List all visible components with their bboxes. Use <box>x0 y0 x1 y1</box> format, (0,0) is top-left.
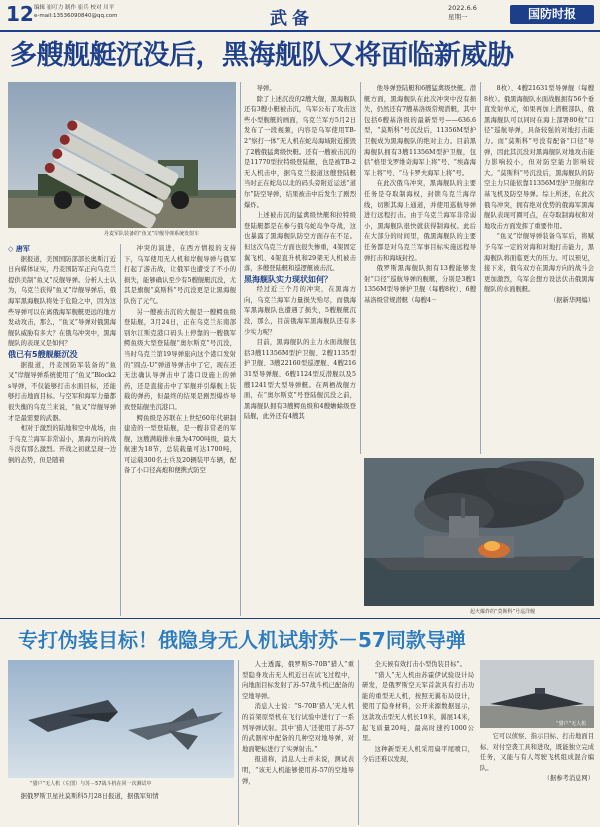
paragraph: 报道称，消息人士并未说，测试表明，“该无人机能够使用苏-57的空地导弹， <box>242 756 354 785</box>
drone-ground-photo <box>480 660 594 728</box>
drone-ground-caption: “猎户”无人机 <box>556 721 587 727</box>
paragraph: 目前，黑海舰队的主力水面战舰包括3艘11356M型护卫舰、2艘1135型护卫舰、3艘22160型巡逻舰、4艘21631型导弹舰、6艘1124型反潜舰以及5艘1241型大型导弹艇。在两栖战舰方面，在“奥尔斯克”号登陆舰沉没之前，黑海舰队拥有3艘鳄鱼级和4艘蟾蜍级登陆舰，此外还有4艘其 <box>244 339 356 421</box>
page-number: 12 <box>6 2 34 26</box>
paragraph: “鱼叉”岸舰导弹装备乌军后，将赋予乌军一定的对海和对地打击能力，黑海舰队将面临更大的压力。可以预见，接下来，俄乌双方在黑海方向的战斗会更加激烈，乌军会想方设法伏击俄黑海舰队的水面舰艇。 <box>484 233 594 294</box>
paragraph: 冲突的演进，在西方情报的支持下，乌军使用无人机和岸舰导弹与俄军打起了游击战，让俄军也遭受了不小的损失，能够确认至少有5艘舰艇沉没，尤其是旗舰“莫斯科”号沉没更是让黑海舰队伤了元气。 <box>124 245 236 305</box>
missile-photo-caption: 丹麦军队装备的“鱼叉”岸舰导弹系统发射车 <box>104 231 200 237</box>
column-divider <box>120 244 121 616</box>
article2-column-4 <box>480 732 594 824</box>
page-header <box>0 0 600 32</box>
article1-column-2 <box>124 244 236 614</box>
paragraph: 8枚）、4艘21631型导弹舰（每艘8枚）。俄黑海舰队水面战舰拥有56个垂直发射单元，如果再加上潜艇部队，俄黑海舰队可以同时在海上部署80枚“口径”巡航导弹，具备较强的对地打击能力。而“莫斯科”号没有配备“口径”导弹，因此其沉没对黑海舰队对地攻击能力影响较小，但对防空能力影响较大。“莫斯科”号沉没后，黑海舰队的防空主力只能依靠11356M型护卫舰和岸基飞机及防空导弹。综上所述，在此次俄乌冲突，拥有绝对优势的俄海军黑海舰队表现可圈可点，在夺取制海权和对地攻击方面发挥了重要作用。 <box>484 85 594 230</box>
paragraph: 导弹。 <box>256 85 276 92</box>
issue-weekday: 星期一 <box>448 13 468 21</box>
paragraph: 在此次俄乌冲突，黑海舰队的主要任务是夺取制海权，封锁乌克兰海岸线，切断其海上通道，并使用巡航导弹进行远程打击。由于乌克兰海军非常弱小，黑海舰队很快就获得制海权。此后在大部分的时间里，俄黑海舰队的主要任务都是对乌克兰军事目标实施远程导弹打击和海域封控。 <box>364 180 476 262</box>
article1-column-5 <box>484 84 594 454</box>
paragraph: 除了上述沉没的2艘大舰，黑海舰队还有3艘小艇被击沉，乌军公布了攻击这些小型舰艇的画面，乌克兰军方5月2日发布了一段视频，内容是乌军使用TB-2“察打一体”无人机在蛇岛海域附近摧毁了2艘俄猛禽级快艇。还有一艘被击沉的是11770型拉特级登陆艇，也是被TB-2无人机击中，据乌克兰报道这艘登陆艇当时正在蛇岛以北的码头旁附近运送“道尔”防空导弹，结果被击中后发生了剧烈爆炸。 <box>244 95 356 209</box>
article2-column-3 <box>362 660 474 825</box>
moskva-photo-caption: 起火爆炸的“莫斯科”号巡洋舰 <box>470 609 536 615</box>
subheading-sunk-ships: 俄已有5艘舰艇沉没 <box>8 349 78 359</box>
paragraph: 据报道，丹麦国防军装备的“鱼叉”岸舰导弹系统使用了“鱼叉”Block2s导弹，不仅能够打击水面目标，还能够打击地面目标。与空军和海军力量都很失衡的乌克兰来说，“鱼叉”岸舰导弹才是最需要的武器。 <box>8 361 116 422</box>
missile-launcher-image <box>8 82 236 228</box>
paragraph: 另一艘被击沉的大舰是一艘鳄鱼级登陆舰，3月24日，正在乌克兰东南部别尔江斯克港口码头上停靠的一艘俄军鳄鱼级大型登陆舰“奥尔斯克”号沉没，当时乌克兰第19导弹旅向这个港口发射的“圆点-U”弹道导弹击中了它，现在还无法确认导弹击中了港口设施上的弹药，还是直接击中了军舰并引爆舰上装载的弹药，但最终的结果是剧烈爆炸导致登陆舰坐沉港口。 <box>124 308 236 411</box>
drone-headline: 专打伪装目标！俄隐身无人机试射苏－57同款导弹 <box>18 628 466 652</box>
paragraph: 消息人士说：“S-70B‘猎人’无人机的首架原型机在飞行试验中进行了一系列导弹试射。其中‘猎人’还使用了苏-57的武器库中配备的几种空对地导弹，对地面靶标进行了实弹射击。” <box>242 703 354 753</box>
article1-column-1 <box>8 244 116 614</box>
issue-date-value: 2022.6.6 <box>448 4 477 12</box>
main-headline: 多艘舰艇沉没后，黑海舰队又将面临新威胁 <box>10 40 514 71</box>
paragraph: 相对于激烈的陆地和空中战场，由于乌克兰海军非常弱小，黑海方向的战斗没有那么激烈。开战之初就呈现一边倒的态势，但是随着 <box>8 425 116 464</box>
paragraph: 经过近三个月的冲突，在黑海方向，乌克兰海军力量损失殆尽，而俄海军黑海舰队也遭遇了损失，5艘舰艇沉没，那么，目前俄海军黑海舰队还有多少实力呢？ <box>244 286 356 336</box>
moskva-cruiser-photo <box>364 458 594 606</box>
subheading-fleet-status: 黑海舰队实力现状如何？ <box>244 274 332 284</box>
paragraph: 上述被击沉的猛禽级快艇和拉特级登陆艇都是在参与俄乌蛇岛争夺战，这也暴露了黑海舰队防空方面存在不足。但这次乌克兰方面也很失惨重，4架固定翼飞机、4架直升机和29架无人机被击落，多艘登陆艇和巡逻艇被击沉。 <box>244 212 356 273</box>
editor-email: e-mail:13536090840@qq.com <box>34 13 118 19</box>
drone-jet-caption: “猎户”无人机（左图）与苏－57战斗机在同一次测试中 <box>30 781 152 787</box>
article1-byline: ◇ 唐军 <box>8 245 30 253</box>
paragraph: 俄罗斯黑海舰队拥有13艘能够发射“口径”巡航导弹的舰艇，分别是3艘11356M型导弹护卫舰（每艘8枚）、6艘基洛级常规潜艇（每艘4－ <box>364 265 476 304</box>
paragraph: 据俄罗斯卫星社莫斯科5月28日报道，据俄军知情 <box>20 793 159 800</box>
column-divider <box>238 660 239 825</box>
column-divider <box>360 82 361 454</box>
paragraph: 全天候有效打击小型伪装目标”。 <box>374 661 466 668</box>
article2-column-1 <box>8 792 234 824</box>
article1-column-3 <box>244 84 356 614</box>
editor-names: 编辑 崔叮力 制作 崔兵 校对 川平 <box>34 5 115 11</box>
section-divider <box>0 618 600 619</box>
paragraph: 它可以侦察、指示目标、打击地面目标、对付空袭工具和进攻，既能独立完成任务，又能与有人驾驶飞机组成混合编队。 <box>480 733 594 772</box>
column-divider <box>480 82 481 454</box>
paragraph: 人士透露，俄罗斯S-70B“猎人”重型隐身攻击无人机近日在试飞过程中，向地面目标发射了苏-57战斗机已配备的空地导弹。 <box>242 661 354 700</box>
article2-column-2 <box>242 660 354 825</box>
column-divider <box>358 660 359 825</box>
missile-launcher-photo <box>8 82 236 228</box>
drone-jet-photo <box>8 660 234 778</box>
paragraph: “猎人”无人机由苏霍伊试验设计局研发，是俄罗斯空天军首款具有打击功能的重型无人机，按照无翼布局设计，使用了隐身材料，公开来源数据显示，这款攻击型无人机长19米，翼展14米，起飞质量20吨，最高时速约1000公里。 <box>362 671 474 743</box>
issue-date <box>448 4 477 22</box>
newspaper-logo: 国防时报 <box>510 5 594 24</box>
editor-info <box>34 4 117 20</box>
section-title: 武备 <box>270 9 314 29</box>
drone-jet-image <box>8 660 234 778</box>
column-divider <box>240 82 241 616</box>
paragraph: 这种新型无人机采用扁平尾喷口，今后还难以发现， <box>362 745 474 764</box>
burning-cruiser-image <box>364 458 594 606</box>
paragraph: 鳄鱼级是苏联在上世纪60年代研制建造的一型登陆舰，是一艘非常老的军舰，这艘满载排水量为4700吨级，最大航速为18节，总装载量可达1700吨，可运载300名士兵及20辆装甲车辆，配备了小口径高炮和便携式防空 <box>124 414 236 475</box>
paragraph: 据报道，美国国防部部长奥斯汀近日向媒体证实，丹麦国防军正向乌克兰提供美制“鱼叉”反舰导弹。分析人士认为，乌克兰获得“鱼叉”岸舰导弹后，俄海军黑海舰队将处于危险之中，因为这些导弹可以在离俄海军舰艇更远的地方发动攻击，那么，“鱼叉”导弹对俄黑海舰队威胁有多大？在俄乌冲突中，黑海舰队的表现又是如何？ <box>8 255 116 348</box>
article2-source: （据参考消息网） <box>543 775 594 783</box>
article1-column-4 <box>364 84 476 454</box>
paragraph: 他导弹登陆艇和6艘猛禽级快艇。潜艇方面，黑海舰队在此次冲突中没有损失，仍然还有7艘基洛级常规潜艇，其中包括6艘基洛级的最新型号——636.6型，“莫斯科”号沉没后，11356M型护卫舰成为黑海舰队的绝对主力。目前黑海舰队拥有3艘11356M型护卫舰，包括“格里戈罗维奇海军上将”号、“埃森海军上将”号、“马卡罗夫海军上将”号。 <box>364 85 476 177</box>
article1-source: （据新华网编） <box>549 296 594 304</box>
drone-ground-image <box>480 660 594 728</box>
